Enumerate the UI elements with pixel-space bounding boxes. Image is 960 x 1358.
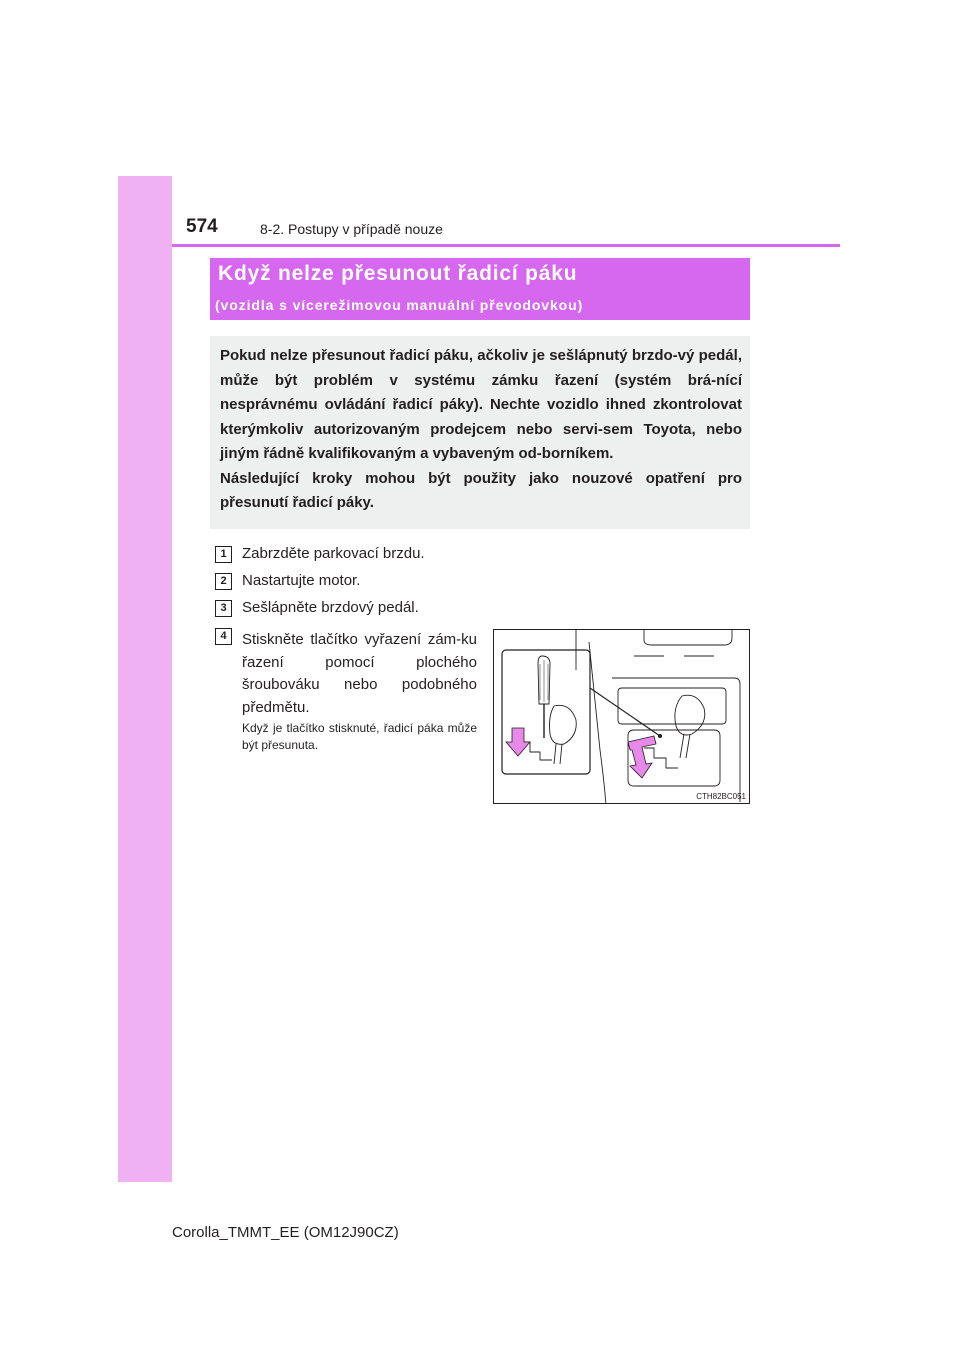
shift-lock-release-illustration [493, 629, 750, 804]
header-rule [172, 244, 840, 247]
title-sub: (vozidla s vícerežimovou manuální převodovkou) [215, 297, 584, 313]
side-strip [118, 176, 172, 1182]
step-badge-2: 2 [215, 573, 232, 590]
intro-paragraph-2: Následující kroky mohou být použity jako nouzové opatření pro přesunutí řadicí páky. [220, 469, 742, 511]
page-number: 574 [186, 216, 218, 237]
footer-text: Corolla_TMMT_EE (OM12J90CZ) [172, 1224, 399, 1241]
step-badge-4: 4 [215, 628, 232, 645]
intro-text [220, 344, 742, 516]
title-box [210, 258, 750, 320]
intro-box [210, 336, 750, 529]
step-text-1: Zabrzděte parkovací brzdu. [242, 545, 425, 562]
step-badge-1: 1 [215, 546, 232, 563]
step-text-2: Nastartujte motor. [242, 572, 361, 589]
step-text-4: Stiskněte tlačítko vyřazení zám-ku řazení pomocí plochého šroubováku nebo podobného předmětu. [242, 631, 477, 716]
step-note-4: Když je tlačítko stisknuté, řadicí páka může být přesunuta. [242, 721, 477, 752]
title-main: Když nelze přesunout řadicí páku [218, 262, 578, 285]
figure-code: CTH82BC051 [696, 792, 746, 801]
step-text-3: Sešlápněte brzdový pedál. [242, 599, 419, 616]
step-badge-3: 3 [215, 600, 232, 617]
illustration-drawing [494, 630, 750, 804]
intro-paragraph-1: Pokud nelze přesunout řadicí páku, ačkoliv je sešlápnutý brzdo-vý pedál, může být problém v systému zámku řazení (systém brá-nící nesprávnému ovládání řadicí páky). Nechte vozidlo ihned zkontrolovat kterýmkoliv autorizovaným prodejcem nebo servi-sem Toyota, nebo jiným řádně kvalifikovaným a vybaveným od-borníkem. [220, 347, 742, 462]
section-path: 8-2. Postupy v případě nouze [260, 221, 443, 237]
